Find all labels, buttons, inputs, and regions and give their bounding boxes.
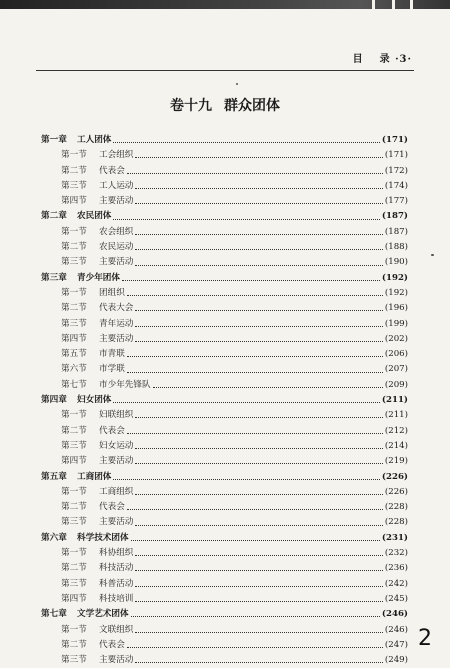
leader-dots — [127, 356, 383, 357]
section-page: (226) — [384, 486, 408, 497]
toc-section-row — [41, 347, 408, 362]
section-page: (207) — [384, 364, 408, 375]
section-number: 第一节 — [61, 624, 87, 635]
leader-dots — [135, 188, 383, 189]
leader-dots — [113, 219, 380, 220]
section-page: (187) — [384, 226, 408, 237]
leader-dots — [122, 280, 380, 281]
section-title: 科协组织 — [99, 548, 134, 559]
section-title: 主要活动 — [99, 655, 134, 666]
section-number: 第三节 — [61, 440, 87, 451]
toc-section-row — [41, 623, 408, 638]
section-number: 第六节 — [61, 364, 87, 375]
section-page: (177) — [384, 196, 408, 207]
section-page: (188) — [384, 242, 408, 253]
section-title: 代表会 — [99, 165, 125, 176]
toc-section-row — [41, 301, 408, 316]
section-title: 市青联 — [99, 349, 125, 360]
toc-chapter-row — [41, 470, 408, 485]
leader-dots — [135, 310, 383, 311]
header-page-number: ·3· — [395, 54, 412, 65]
leader-dots — [135, 662, 383, 663]
section-number: 第二节 — [61, 165, 87, 176]
leader-dots — [135, 463, 383, 464]
leader-dots — [131, 540, 380, 541]
section-number: 第三节 — [61, 517, 87, 528]
toc-section-row — [41, 454, 408, 469]
toc-section-row — [41, 561, 408, 576]
leader-dots — [135, 601, 383, 602]
section-page: (192) — [384, 287, 408, 298]
section-number: 第四节 — [61, 196, 87, 207]
chapter-number: 第三章 — [41, 272, 67, 283]
section-title: 青年运动 — [99, 318, 134, 329]
section-page: (232) — [384, 548, 408, 559]
section-title: 主要活动 — [99, 456, 134, 467]
section-number: 第一节 — [61, 150, 87, 161]
leader-dots — [135, 341, 383, 342]
section-page: (211) — [384, 410, 408, 421]
chapter-number: 第二章 — [41, 211, 67, 222]
section-title: 文联组织 — [99, 624, 134, 635]
toc-section-row — [41, 378, 408, 393]
leader-dots — [127, 295, 383, 296]
leader-dots — [127, 173, 383, 174]
section-page: (236) — [384, 563, 408, 574]
chapter-page: (246) — [381, 609, 408, 620]
scan-notch — [410, 0, 413, 9]
section-page: (212) — [384, 425, 408, 436]
toc-section-row — [41, 332, 408, 347]
leader-dots — [153, 387, 383, 388]
section-title: 代表会 — [99, 639, 125, 650]
section-page: (246) — [384, 624, 408, 635]
leader-dots — [135, 525, 383, 526]
chapter-number: 第四章 — [41, 395, 67, 406]
section-title: 主要活动 — [99, 517, 134, 528]
chapter-title: 妇女团体 — [77, 395, 112, 406]
section-page: (249) — [384, 655, 408, 666]
leader-dots — [135, 448, 383, 449]
chapter-page: (226) — [381, 471, 408, 482]
section-number: 第二节 — [61, 425, 87, 436]
section-title: 工人运动 — [99, 180, 134, 191]
table-of-contents — [41, 133, 408, 668]
section-title: 团组织 — [99, 287, 125, 298]
chapter-title: 科学技术团体 — [77, 532, 129, 543]
section-page: (245) — [384, 593, 408, 604]
toc-section-row — [41, 148, 408, 163]
section-number: 第二节 — [61, 242, 87, 253]
leader-dots — [113, 479, 380, 480]
toc-section-row — [41, 194, 408, 209]
section-title: 主要活动 — [99, 196, 134, 207]
section-page: (190) — [384, 257, 408, 268]
chapter-number: 第七章 — [41, 609, 67, 620]
section-title: 农民运动 — [99, 242, 134, 253]
toc-section-row — [41, 515, 408, 530]
section-title: 主要活动 — [99, 257, 134, 268]
section-page: (199) — [384, 318, 408, 329]
leader-dots — [127, 433, 383, 434]
toc-section-row — [41, 500, 408, 515]
leader-dots — [135, 417, 383, 418]
leader-dots — [135, 555, 383, 556]
handwritten-mark: 2 — [418, 626, 432, 651]
toc-chapter-row — [41, 393, 408, 408]
chapter-number: 第五章 — [41, 471, 67, 482]
header-rule — [36, 70, 414, 71]
section-number: 第一节 — [61, 226, 87, 237]
toc-section-row — [41, 546, 408, 561]
section-title: 市少年先锋队 — [99, 379, 151, 390]
section-number: 第二节 — [61, 639, 87, 650]
section-page: (242) — [384, 578, 408, 589]
chapter-page: (211) — [381, 395, 408, 406]
leader-dots — [135, 265, 383, 266]
leader-dots — [135, 326, 383, 327]
toc-section-row — [41, 408, 408, 423]
toc-section-row — [41, 485, 408, 500]
section-page: (209) — [384, 379, 408, 390]
leader-dots — [135, 157, 383, 158]
toc-section-row — [41, 424, 408, 439]
section-page: (202) — [384, 333, 408, 344]
toc-section-row — [41, 240, 408, 255]
toc-section-row — [41, 362, 408, 377]
toc-chapter-row — [41, 133, 408, 148]
section-page: (174) — [384, 180, 408, 191]
section-number: 第五节 — [61, 349, 87, 360]
toc-section-row — [41, 653, 408, 668]
leader-dots — [127, 647, 383, 648]
chapter-number: 第一章 — [41, 135, 67, 145]
toc-section-row — [41, 577, 408, 592]
chapter-page: (171) — [381, 135, 408, 145]
section-title: 妇女运动 — [99, 440, 134, 451]
section-title: 代表会 — [99, 502, 125, 513]
section-number: 第四节 — [61, 456, 87, 467]
scan-notch — [392, 0, 395, 9]
scan-speck — [236, 83, 238, 85]
chapter-page: (192) — [381, 272, 408, 283]
section-page: (206) — [384, 349, 408, 360]
scan-speck — [431, 254, 434, 256]
section-title: 工商组织 — [99, 486, 134, 497]
section-number: 第二节 — [61, 563, 87, 574]
section-number: 第七节 — [61, 379, 87, 390]
volume-label: 卷十九 — [170, 98, 212, 114]
scan-notch — [372, 0, 375, 9]
section-number: 第三节 — [61, 180, 87, 191]
section-page: (171) — [384, 150, 408, 161]
section-number: 第三节 — [61, 578, 87, 589]
leader-dots — [131, 616, 380, 617]
section-page: (219) — [384, 456, 408, 467]
section-page: (228) — [384, 517, 408, 528]
leader-dots — [113, 142, 380, 143]
volume-name: 群众团体 — [224, 98, 280, 114]
leader-dots — [127, 372, 383, 373]
leader-dots — [135, 249, 383, 250]
section-number: 第三节 — [61, 318, 87, 329]
toc-section-row — [41, 179, 408, 194]
section-page: (214) — [384, 440, 408, 451]
section-number: 第一节 — [61, 410, 87, 421]
section-number: 第四节 — [61, 333, 87, 344]
leader-dots — [135, 586, 383, 587]
section-number: 第二节 — [61, 303, 87, 314]
section-page: (196) — [384, 303, 408, 314]
chapter-title: 工人团体 — [77, 135, 112, 145]
toc-chapter-row — [41, 607, 408, 622]
chapter-page: (187) — [381, 211, 408, 222]
toc-chapter-row — [41, 531, 408, 546]
section-number: 第一节 — [61, 287, 87, 298]
toc-section-row — [41, 225, 408, 240]
toc-chapter-row — [41, 209, 408, 224]
section-title: 农会组织 — [99, 226, 134, 237]
leader-dots — [127, 509, 383, 510]
toc-chapter-row — [41, 271, 408, 286]
section-number: 第四节 — [61, 593, 87, 604]
section-page: (228) — [384, 502, 408, 513]
toc-section-row — [41, 164, 408, 179]
section-title: 科技活动 — [99, 563, 134, 574]
toc-section-row — [41, 255, 408, 270]
section-title: 科技培训 — [99, 593, 134, 604]
toc-section-row — [41, 592, 408, 607]
section-title: 市学联 — [99, 364, 125, 375]
section-title: 工会组织 — [99, 150, 134, 161]
section-title: 代表大会 — [99, 303, 134, 314]
leader-dots — [113, 402, 380, 403]
toc-section-row — [41, 317, 408, 332]
chapter-page: (231) — [381, 532, 408, 543]
chapter-title: 农民团体 — [77, 211, 112, 222]
chapter-title: 文学艺术团体 — [77, 609, 129, 620]
toc-section-row — [41, 439, 408, 454]
header-mid: 录 — [379, 54, 391, 65]
scan-top-edge — [0, 0, 450, 9]
section-number: 第三节 — [61, 655, 87, 666]
section-number: 第二节 — [61, 502, 87, 513]
section-page: (247) — [384, 639, 408, 650]
running-header — [353, 50, 412, 65]
leader-dots — [135, 632, 383, 633]
section-title: 科普活动 — [99, 578, 134, 589]
section-title: 妇联组织 — [99, 410, 134, 421]
toc-section-row — [41, 638, 408, 653]
section-page: (172) — [384, 165, 408, 176]
volume-title — [0, 95, 450, 115]
leader-dots — [135, 494, 383, 495]
section-number: 第三节 — [61, 257, 87, 268]
section-title: 代表会 — [99, 425, 125, 436]
chapter-title: 青少年团体 — [77, 272, 120, 283]
leader-dots — [135, 203, 383, 204]
leader-dots — [135, 570, 383, 571]
leader-dots — [135, 234, 383, 235]
toc-section-row — [41, 286, 408, 301]
chapter-number: 第六章 — [41, 532, 67, 543]
header-left: 目 — [352, 54, 364, 65]
chapter-title: 工商团体 — [77, 471, 112, 482]
section-number: 第一节 — [61, 548, 87, 559]
section-number: 第一节 — [61, 486, 87, 497]
section-title: 主要活动 — [99, 333, 134, 344]
